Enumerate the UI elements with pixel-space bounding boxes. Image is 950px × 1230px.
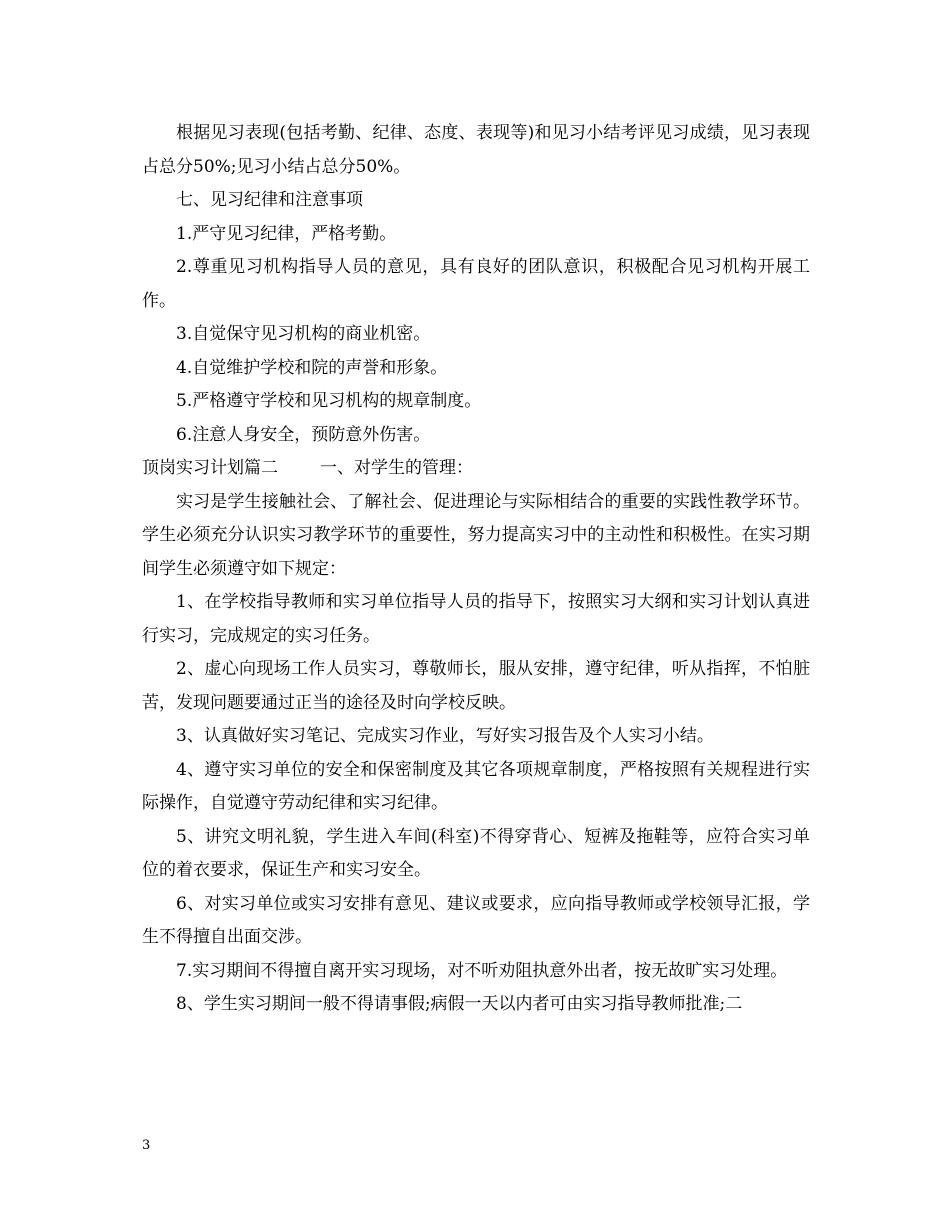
paragraph-intro: 实习是学生接触社会、了解社会、促进理论与实际相结合的重要的实践性教学环节。学生必须充分认识实习教学环节的重要性，努力提高实习中的主动性和积极性。在实习期间学生必须遵守如下规定：	[142, 491, 810, 579]
list-item: 3.自觉保守见习机构的商业机密。	[176, 324, 431, 344]
list-item: 5.严格遵守学校和见习机构的规章制度。	[176, 391, 482, 411]
rule-item: 8、学生实习期间一般不得请事假;病假一天以内者可由实习指导教师批准;二	[176, 994, 743, 1014]
page-number: 3	[142, 1138, 151, 1153]
heading-discipline: 七、见习纪律和注意事项	[176, 190, 363, 210]
list-item: 1.严守见习纪律，严格考勤。	[176, 223, 397, 244]
rule-item: 6、对实习单位或实习安排有意见、建议或要求，应向指导教师或学校领导汇报，学生不得擅自出面交涉。	[142, 893, 810, 947]
paragraph-grading: 根据见习表现(包括考勤、纪律、态度、表现等)和见习小结考评见习成绩，见习表现占总分50%;见习小结占总分50%。	[142, 123, 810, 177]
list-item: 6.注意人身安全，预防意外伤害。	[176, 424, 431, 445]
rule-item: 4、遵守实习单位的安全和保密制度及其它各项规章制度，严格按照有关规程进行实际操作，自觉遵守劳动纪律和实习纪律。	[142, 759, 810, 813]
document-body	[142, 117, 810, 1022]
rule-item: 5、讲究文明礼貌，学生进入车间(科室)不得穿背心、短裤及拖鞋等，应符合实习单位的着衣要求，保证生产和实习安全。	[142, 826, 810, 880]
section-heading	[142, 452, 810, 486]
list-item: 2.尊重见习机构指导人员的意见，具有良好的团队意识，积极配合见习机构开展工作。	[142, 257, 810, 311]
rule-item: 2、虚心向现场工作人员实习，尊敬师长，服从安排，遵守纪律，听从指挥，不怕脏苦，发现问题要通过正当的途径及时向学校反映。	[142, 659, 810, 713]
rule-item: 7.实习期间不得擅自离开实习现场，对不听劝阻执意外出者，按无故旷实习处理。	[176, 960, 788, 981]
section-title: 顶岗实习计划篇二	[142, 458, 278, 478]
rule-item: 3、认真做好实习笔记、完成实习作业，写好实习报告及个人实习小结。	[176, 726, 714, 746]
section-subtitle: 一、对学生的管理：	[320, 458, 473, 478]
rule-item: 1、在学校指导教师和实习单位指导人员的指导下，按照实习大纲和实习计划认真进行实习，完成规定的实习任务。	[142, 592, 810, 646]
list-item: 4.自觉维护学校和院的声誉和形象。	[176, 357, 448, 378]
